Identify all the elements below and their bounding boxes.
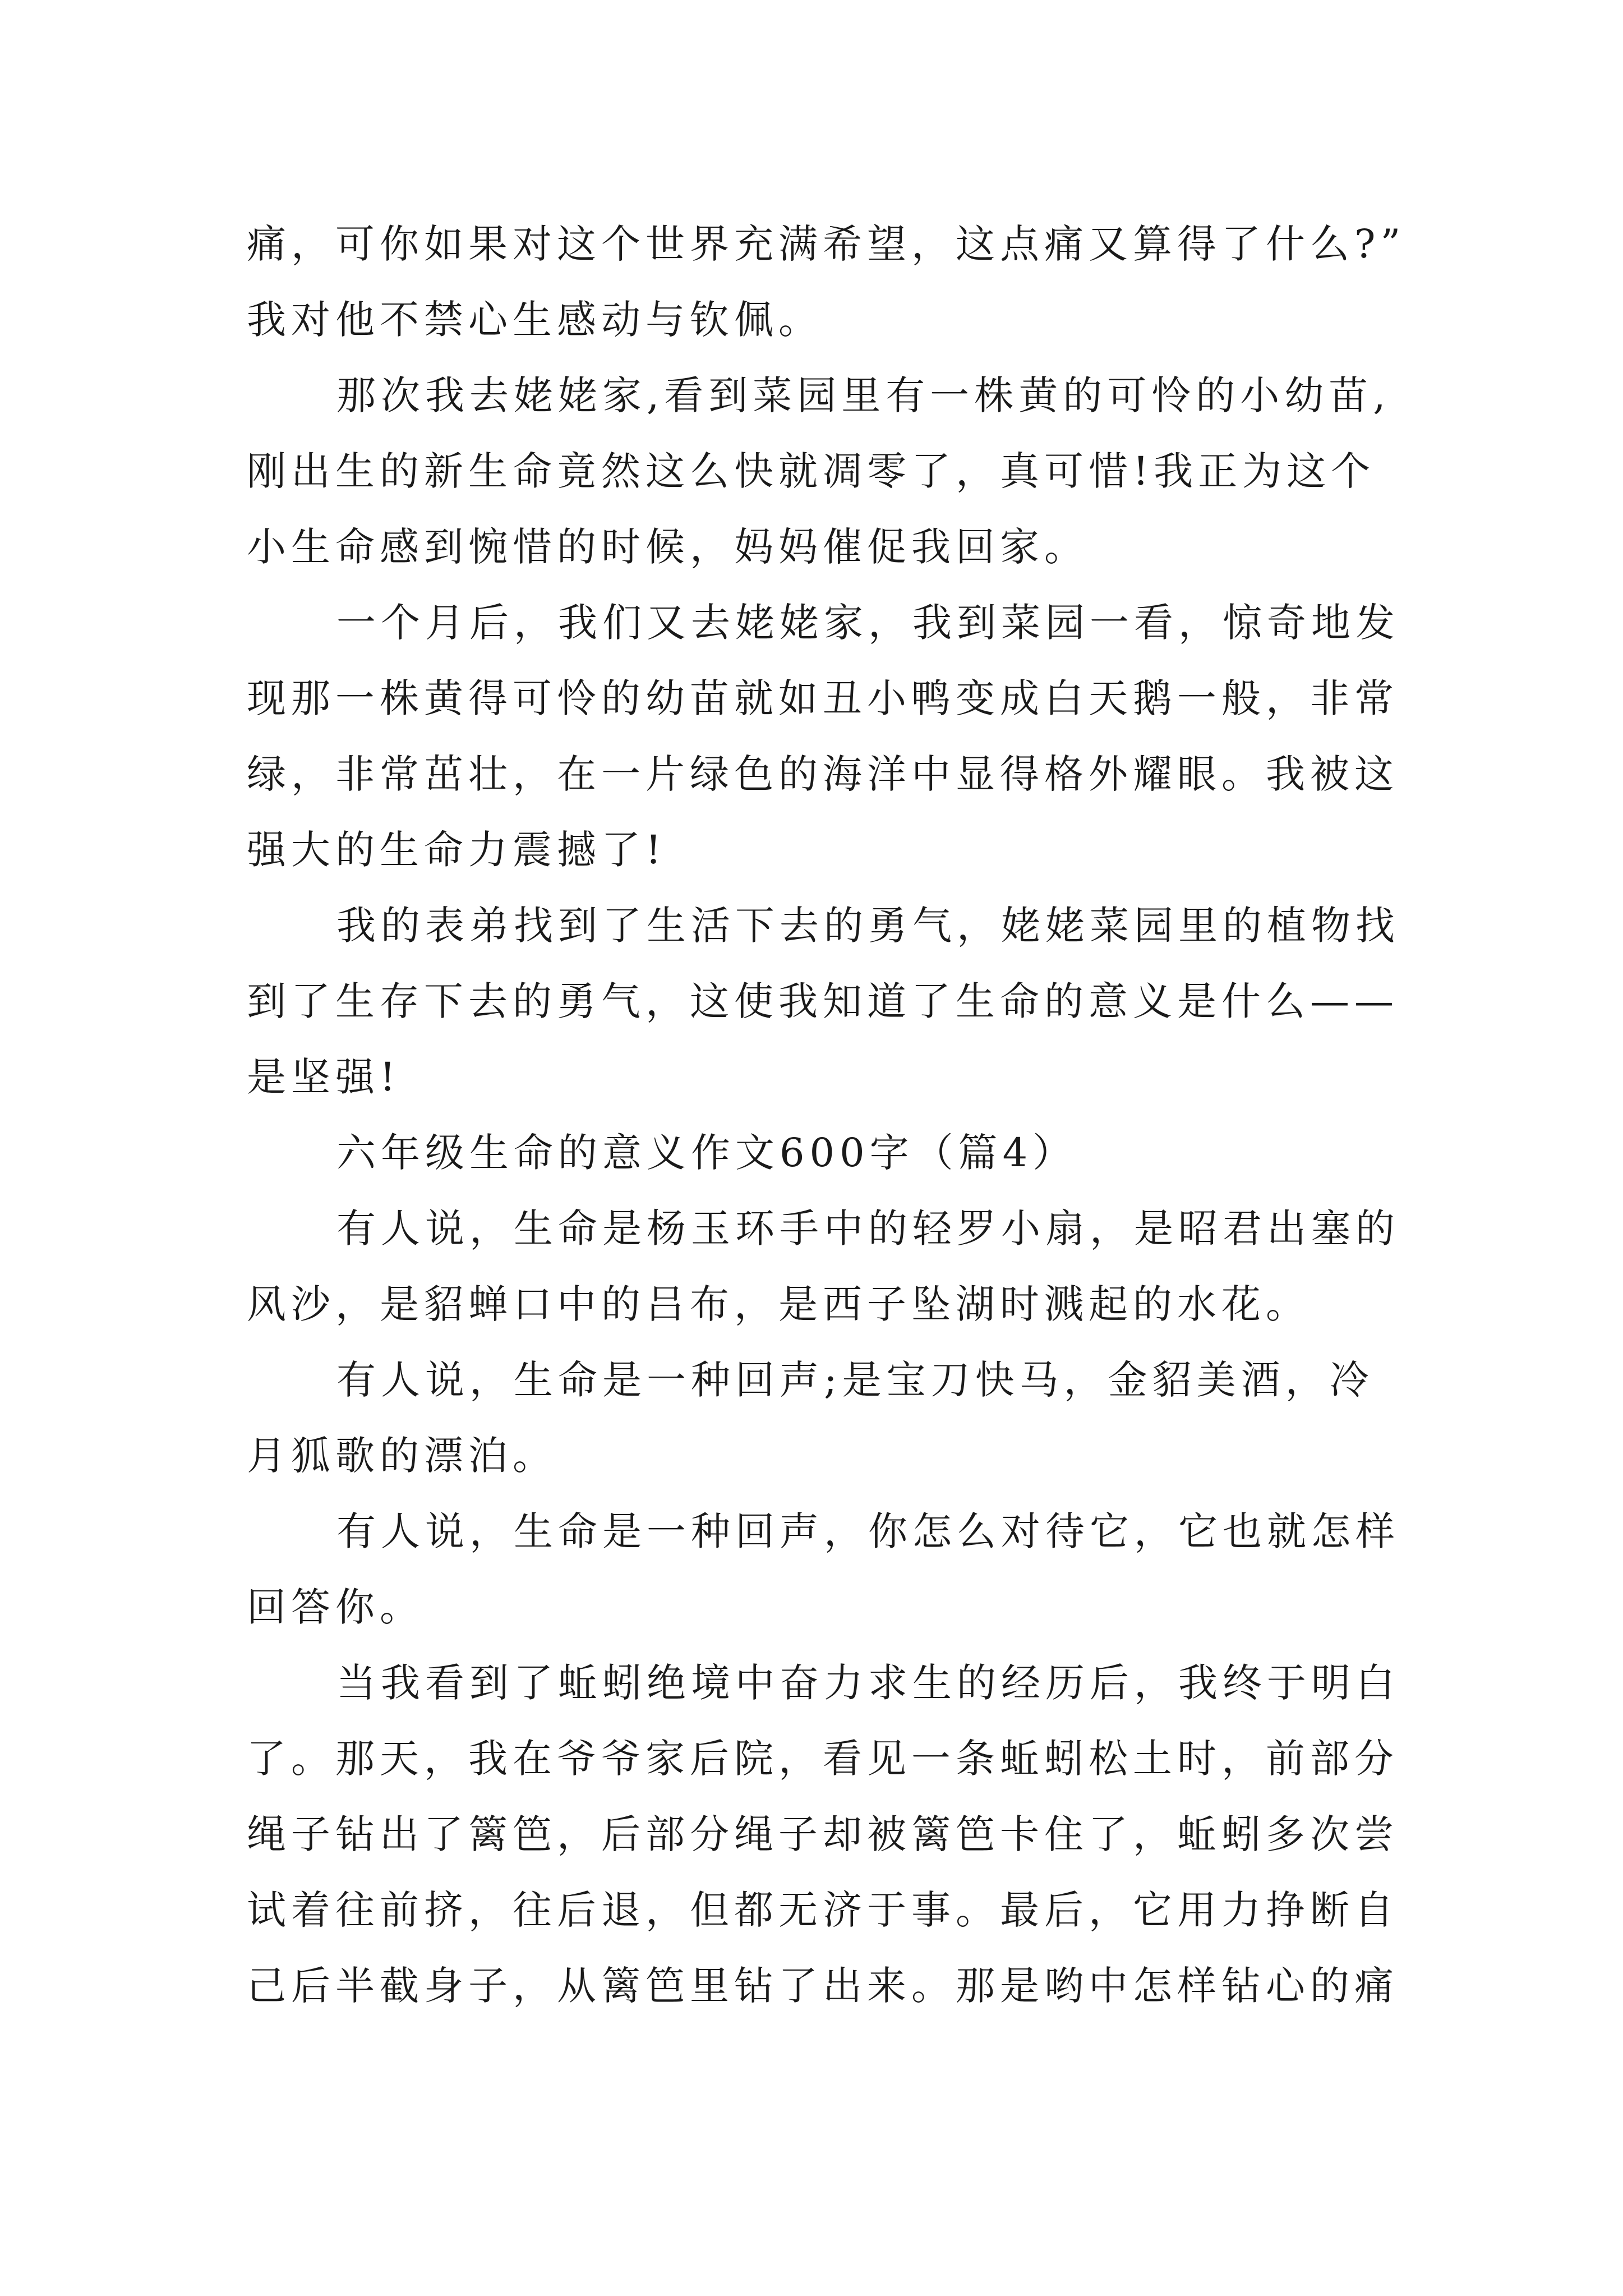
text-line: 现那一株黄得可怜的幼苗就如丑小鸭变成白天鹅一般，非常 [247,675,1399,721]
text-line: 试着往前挤，往后退，但都无济于事。最后，它用力挣断自 [247,1887,1399,1933]
text-line: 刚出生的新生命竟然这么快就凋零了，真可惜!我正为这个 [247,448,1376,494]
text-line: 当我看到了蚯蚓绝境中奋力求生的经历后，我终于明白 [336,1660,1400,1706]
text-line: 强大的生命力震撼了! [247,827,667,873]
section-heading: 六年级生命的意义作文600字（篇4） [336,1130,1077,1176]
text-line: 绿，非常茁壮，在一片绿色的海洋中显得格外耀眼。我被这 [247,751,1399,797]
text-line: 是坚强! [247,1054,401,1100]
text-line: 月狐歌的漂泊。 [247,1433,557,1479]
text-line: 有人说，生命是杨玉环手中的轻罗小扇，是昭君出塞的 [336,1205,1400,1251]
text-line: 痛，可你如果对这个世界充满希望，这点痛又算得了什么?” [247,221,1406,267]
text-line: 有人说，生命是一种回声，你怎么对待它，它也就怎样 [336,1508,1400,1554]
text-line: 小生命感到惋惜的时候，妈妈催促我回家。 [247,524,1089,570]
text-line: 一个月后，我们又去姥姥家，我到菜园一看，惊奇地发 [336,600,1400,646]
text-line: 有人说，生命是一种回声;是宝刀快马，金貂美酒，冷 [336,1357,1374,1403]
text-line: 己后半截身子，从篱笆里钻了出来。那是哟中怎样钻心的痛 [247,1963,1399,2009]
text-line: 我对他不禁心生感动与钦佩。 [247,297,823,343]
text-line: 回答你。 [247,1584,424,1630]
text-line: 了。那天，我在爷爷家后院，看见一条蚯蚓松土时，前部分 [247,1736,1399,1782]
text-line: 风沙，是貂蝉口中的吕布，是西子坠湖时溅起的水花。 [247,1281,1310,1327]
text-line: 那次我去姥姥家,看到菜园里有一株黄的可怜的小幼苗, [336,372,1391,418]
text-line: 我的表弟找到了生活下去的勇气，姥姥菜园里的植物找 [336,903,1400,949]
text-line: 到了生存下去的勇气，这使我知道了生命的意义是什么—— [247,978,1399,1024]
text-line: 绳子钻出了篱笆，后部分绳子却被篱笆卡住了，蚯蚓多次尝 [247,1811,1399,1857]
